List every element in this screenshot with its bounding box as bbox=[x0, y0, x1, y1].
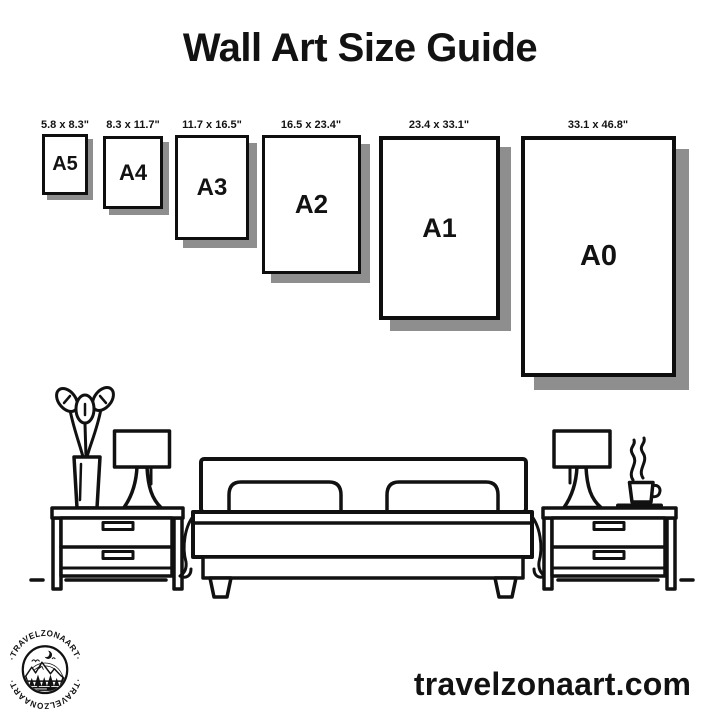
bedroom-illustration bbox=[25, 382, 705, 600]
size-label-a5: 5.8 x 8.3" bbox=[40, 119, 90, 131]
frame-a5 bbox=[42, 134, 88, 195]
size-label-a4: 8.3 x 11.7" bbox=[106, 119, 160, 131]
frame-a4 bbox=[103, 136, 163, 209]
travelzonaart-logo bbox=[6, 627, 84, 709]
plant-vase-icon bbox=[52, 384, 117, 508]
frame-a1-label: A1 bbox=[422, 212, 457, 243]
frame-a1 bbox=[379, 136, 500, 320]
logo-text-top: ·TRAVELZONAART· bbox=[6, 627, 84, 662]
frame-a4-label: A4 bbox=[118, 159, 148, 185]
frame-a3 bbox=[175, 135, 249, 240]
logo-text-bottom: ·TRAVELZONAART· bbox=[6, 677, 84, 709]
nightstand-left-icon bbox=[52, 508, 183, 589]
frame-a5-label: A5 bbox=[52, 153, 78, 175]
table-lamp-left-icon bbox=[115, 431, 170, 508]
frame-a0-label: A0 bbox=[579, 240, 618, 272]
size-label-a3: 11.7 x 16.5" bbox=[182, 119, 242, 131]
table-lamp-right-icon bbox=[554, 431, 610, 508]
size-label-a0: 33.1 x 46.8" bbox=[567, 119, 629, 131]
double-bed-icon bbox=[180, 459, 545, 597]
size-label-a2: 16.5 x 23.4" bbox=[280, 119, 342, 131]
page-title: Wall Art Size Guide bbox=[182, 26, 538, 70]
website-url: travelzonaart.com bbox=[413, 666, 692, 702]
frame-a0 bbox=[521, 136, 676, 377]
coffee-cup-icon bbox=[618, 438, 661, 506]
nightstand-right-icon bbox=[543, 508, 676, 589]
frame-a3-label: A3 bbox=[196, 173, 228, 201]
frame-a2 bbox=[262, 135, 361, 274]
size-label-a1: 23.4 x 33.1" bbox=[408, 119, 470, 131]
frame-a2-label: A2 bbox=[294, 189, 329, 219]
